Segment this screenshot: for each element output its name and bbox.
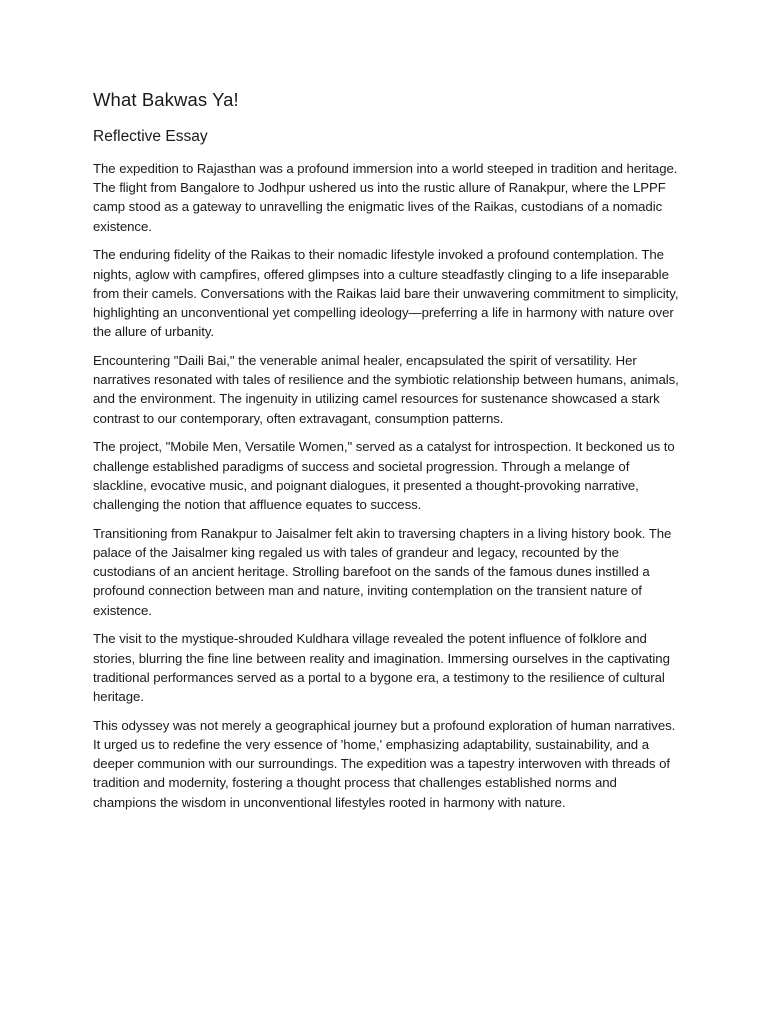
paragraph-2: The enduring fidelity of the Raikas to their nomadic lifestyle invoked a profound contemplation. The nights, aglow with campfires, offered glimpses into a culture steadfastly clinging to a life inseparable from their camels. Conversations with the Raikas laid bare their unwavering commitment to simplicity, highlighting an unconventional yet compelling ideology—preferring a life in harmony with nature over the allure of urbanity. [93,247,679,340]
paragraph-1: The expedition to Rajasthan was a profound immersion into a world steeped in tradition and heritage. The flight from Bangalore to Jodhpur ushered us into the rustic allure of Ranakpur, where the LPPF camp stood as a gateway to unravelling the enigmatic lives of the Raikas, custodians of a nomadic existence. [93,161,678,234]
document-title: What Bakwas Ya! [93,89,239,110]
essay-body [93,159,683,812]
paragraph-6: The visit to the mystique-shrouded Kuldhara village revealed the potent influence of folklore and stories, blurring the fine line between reality and imagination. Immersing ourselves in the captivating traditional performances served as a portal to a bygone era, a testimony to the resilience of cultural heritage. [93,631,670,705]
document-subtitle: Reflective Essay [93,128,208,145]
paragraph-5: Transitioning from Ranakpur to Jaisalmer felt akin to traversing chapters in a living history book. The palace of the Jaisalmer king regaled us with tales of grandeur and legacy, recounted by the custodians of an ancient heritage. Strolling barefoot on the sands of the famous dunes instilled a profound connection between man and nature, inviting contemplation on the transient nature of existence. [93,525,672,618]
paragraph-7: This odyssey was not merely a geographical journey but a profound exploration of human narratives. It urged us to redefine the very essence of 'home,' emphasizing adaptability, sustainability, and a deeper communion with our surroundings. The expedition was a tapestry interwoven with threads of tradition and modernity, fostering a thought process that challenges established norms and champions the wisdom in unconventional lifestyles rooted in harmony with nature. [93,717,676,810]
paragraph-3: Encountering "Daili Bai," the venerable animal healer, encapsulated the spirit of versatility. Her narratives resonated with tales of resilience and the symbiotic relationship between humans, animals, and the environment. The ingenuity in utilizing camel resources for sustenance showcased a stark contrast to our contemporary, often extravagant, consumption patterns. [93,353,679,426]
document-page [93,88,683,821]
paragraph-4: The project, "Mobile Men, Versatile Women," served as a catalyst for introspection. It beckoned us to challenge established paradigms of success and societal progression. Through a melange of slackline, evocative music, and poignant dialogues, it presented a thought-provoking narrative, challenging the notion that affluence equates to success. [93,439,675,513]
